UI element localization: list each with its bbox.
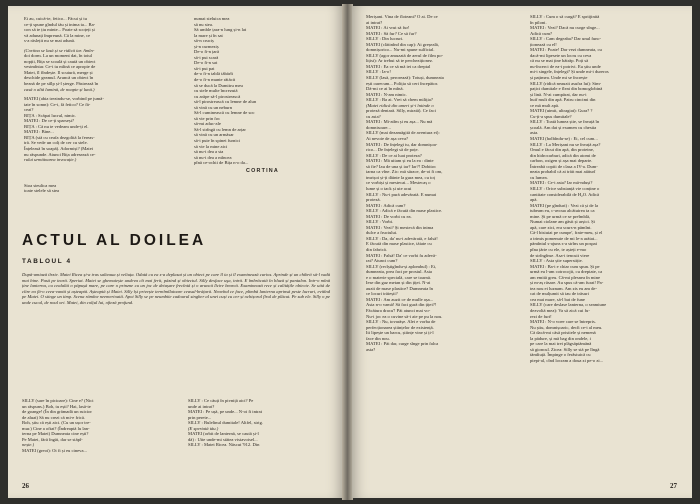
text-line: MATEI : Poate! Dar vezi dumneata, cu — [530, 47, 602, 53]
text-line: să nu-i dea a mîncea — [194, 154, 232, 160]
text-line: a trimis pomenuie de mi le-a arătat... — [530, 235, 598, 241]
text-line: SILLY : Ia-o! — [366, 69, 391, 75]
text-line: unde ai intrat? — [188, 403, 215, 409]
text-line: de strîngînse. Asa-i tencuit viere — [530, 252, 590, 258]
text-line: Nu știu, domnișoaric, decît ce-i al meu. — [530, 324, 603, 330]
text-line: BIȚA : Scăpai lucrul, nimic. — [24, 112, 77, 118]
text-line: rico... De înțelegi să de poțe. — [366, 147, 419, 153]
text-line: MATEI : De înțelegi tu, dar domnișoa- — [366, 141, 438, 147]
text-line: urmă eu l-am cotrocojit, cu dreptate, ca — [530, 269, 603, 275]
text-line: de aluat) Să nu crezi că mi-e frică. — [22, 414, 86, 420]
text-line: s-a răslețit nu se mai adună. — [24, 38, 76, 44]
text-line: un răspuns.) Boh, tu ești? Hai, lasă-te — [22, 403, 91, 409]
text-line: să nu stea. — [194, 21, 214, 27]
text-line: BIȚA : Că nu te vedeam unde-ți el. — [24, 123, 89, 129]
text-line: vestmîntar. Ce-i tu mîină ce apropie de — [24, 64, 96, 70]
text-line: Ai nevoie de așa ceva? — [366, 136, 409, 142]
text-line: rului următoarea invocație.) — [24, 157, 77, 163]
text-line: nopții, Bița se scoală și caută un obiect — [24, 58, 96, 64]
text-line: cantitate considerabilă de H₂O. Adică — [530, 191, 600, 197]
text-line: auzit de mase plastice? Dumneata în — [366, 285, 433, 291]
text-line: SILLY : De ce ai luat proteza? — [366, 152, 422, 158]
text-line: (Cortina se lasă și se ridică iar. Amîn- — [24, 47, 95, 53]
text-line: MATEI (abia trezindu-se, vorbind pe jumă- — [24, 96, 104, 102]
right-page — [352, 6, 692, 498]
text-line: pînă ce-ochii de Bița n-o da... — [194, 160, 249, 166]
text-line: apă, care zici, era scurs-n pămînt. — [530, 224, 592, 230]
text-line: con să te țiu minte... Poate să scoțeți și — [24, 27, 95, 33]
text-line: dacă-mi lipesete un locru cu ceva — [530, 52, 592, 58]
tableau-heading: TABLOUL 4 — [22, 258, 72, 265]
text-line: Numai ciolane am găsit și arșici. Și — [530, 219, 595, 225]
text-line: MATEI : Adică cum? — [366, 202, 406, 208]
text-line: să vină cu un neburn — [194, 104, 233, 110]
text-line: tmrișoi și-ți dăinte la gura mea, cu toț — [366, 174, 435, 180]
text-line: tea nou ei luznam. Am zis eu am de- — [530, 285, 597, 291]
text-line: cu arăpe să-l pirostrească — [194, 93, 241, 99]
text-line: să vie prin foc — [194, 115, 221, 121]
text-line: Făcătura dracu'! Păi atunci mai vo- — [366, 307, 431, 313]
text-line: tră. Se vede un colț de cer cu stele. — [24, 140, 88, 146]
right-column-1 — [366, 14, 516, 352]
text-line: să-i pui pat — [194, 65, 215, 71]
text-line: pămîntul s-ajuns s-a strîns un pospai — [530, 241, 597, 247]
text-line: MATEI : Falsă! Da' ce vorbi fu adevă- — [366, 252, 437, 258]
text-line: nește.) — [22, 442, 35, 448]
text-line: proteză. — [366, 197, 381, 203]
text-line: SILLY (mai dezamăgită de aventura ei): — [366, 130, 440, 136]
text-line: Iti lipește un barcu, științe vine și ți-l — [366, 330, 434, 336]
text-line: Nu-i joc ea o cuvine să-i aie pe pu la nou. — [366, 313, 443, 319]
text-line: MATEI : Vezi? Dacă nu curge sînge... — [530, 25, 600, 31]
text-line: dezvoltă mea): Va să zică cui fu- — [530, 307, 590, 313]
text-line: SILLY (lasă, perorează): Totuși, dumneata — [366, 75, 444, 81]
text-line: ceai? — [24, 107, 34, 113]
text-line: MATEI (orbit de lanternă, se caută și-l — [188, 431, 259, 437]
text-line: pîna țărie cu ele, te așteți e-mo — [530, 246, 587, 252]
text-line: că nu se mai ține bătrăp. Poți să — [530, 58, 589, 64]
page-number-right: 27 — [670, 482, 677, 490]
text-line: face din nou. — [366, 335, 390, 341]
text-line: iarna ca vîne. Zic: mă sărace, de-oi fi om, — [366, 169, 443, 175]
text-line: nu-încerci de ea-i potrivi. Eu știu unde — [530, 63, 601, 69]
text-line: asta. — [530, 130, 539, 136]
text-line: tubeam eu, c-avoua alcătuirea ta ca — [530, 208, 595, 214]
text-line: de-o fi-n tablă tăbărît — [194, 71, 233, 77]
text-line: Matei, îl fîndește. Il scutură, merge și — [24, 69, 93, 75]
text-line: MATEI (greoi): Oi fi și eu cineva... — [22, 447, 87, 453]
left-dialogue-column-2 — [188, 398, 336, 448]
text-line: MATEI : Mă uitam și eu la ea : dinte — [366, 158, 434, 164]
text-line: de-o fi-n munte rătăcit — [194, 77, 236, 83]
text-line: huif mult din apă. Patru cincimi din — [530, 97, 596, 103]
text-line: Pe Matei, fără îngăi, dar se stăpî- — [22, 436, 83, 442]
text-line: MATEI : Am auzit ce de mulîe așa... — [366, 296, 434, 302]
text-line: să se ducă la Dumitru meu — [194, 82, 243, 88]
text-line: la mare și în sat — [194, 32, 223, 38]
text-line: Înțeleasă în soapă). Adormiși? (Matei — [24, 146, 94, 152]
text-line: MATEI (clătinînd din cap): Ai greșeală, — [366, 41, 439, 47]
text-line: SILLY : Nu-i pură adevărată. E numai — [366, 191, 437, 197]
text-line: ce-ți spune gîndul tău și inima ta... Ba- — [24, 21, 96, 27]
text-line: terna pe Matei) Dumneata cine ești? — [22, 431, 89, 437]
text-line: Că-l bisiuiai pe cumpe', frate-meu, și el — [530, 230, 603, 236]
text-line: am emită greu. Că-mi plesnea în mine — [530, 274, 601, 280]
text-line: să fie? Iau de una și iar? Iar?! Dobitoc — [366, 163, 437, 169]
text-line: MATEI : Mi-atîm și eu așa... Nu mă — [366, 119, 433, 125]
text-line: mur.) Cine a oftat? (Îndreaptă lu lan- — [22, 425, 90, 431]
left-column-2 — [194, 16, 334, 166]
text-line: piept-al, cînd locram a doua zi pe-o zi... — [530, 357, 604, 363]
text-line: SILLY : La Merișani nu se învață așa? — [530, 141, 601, 147]
text-line: SILLY : Asta știe superstiție. — [530, 258, 583, 264]
text-line: E făcută din mase plastice, tăiate cu — [366, 241, 432, 247]
text-line: casă o altă lumină, de noapte și lună.) — [24, 86, 95, 92]
text-line: SILLY : Ce căuți în pivniță aici? Pe — [188, 398, 254, 403]
text-line: Merișani. Vina de floteant? O ai. De ce — [366, 14, 438, 19]
text-line: Cu-ți-a spus dumitale? — [530, 113, 572, 119]
text-line: mi-i singele, înțelegi? Și unde mi-i dureros — [530, 69, 609, 75]
text-line: să gioncul. Zicea: Silly se stă pe lîngă — [530, 346, 600, 352]
text-line: ționează cu el! — [530, 41, 557, 47]
text-line: cea mai mare, să-l bat de fune — [530, 296, 585, 302]
text-line: dumneata, prea faci pe prostul. Asta — [366, 269, 432, 275]
text-line: SILLY : Da, da' nu-i adevărată, e falsă! — [366, 235, 438, 241]
text-line: Ei au, cuică-te, fetico... Făcui și tu — [24, 16, 87, 21]
text-line: lițist): Ar trebui să te percheziționez. — [366, 58, 434, 64]
text-line: MATEI : Ai vrut să fur! — [366, 25, 410, 31]
text-line: SILLY : Vorbi. — [366, 219, 394, 225]
text-line: SILLY : Orice substanță vie conține o — [530, 185, 600, 191]
text-line: perfecționarea științelor de existență. — [366, 324, 434, 330]
text-line: rezi de furt! — [530, 313, 552, 319]
left-page — [8, 6, 343, 498]
text-line: apă. — [530, 197, 538, 203]
text-line: SILLY : Adică e făcută din mase plastice. — [366, 208, 443, 214]
text-line: să vină cu un armăsar — [194, 132, 234, 138]
text-line: cu asta? — [366, 113, 381, 119]
text-line: MATEI : De ce-ți sparseși? — [24, 118, 75, 124]
text-line: de goange! (În din grămadă un ruicior — [22, 409, 92, 415]
curtain-label: CORTINA — [246, 168, 279, 174]
text-line: dă) : Uite unde-mi stătea vistavoisel... — [188, 436, 258, 442]
text-line: SILLY : Din lucruri. — [366, 36, 404, 42]
text-line: ești oarecum... Poliția să ceri începător. — [366, 80, 439, 86]
text-line: MATEI : Bine... — [24, 129, 54, 135]
text-line: beznă de pe stîlp și-l șterge. Păstrează în — [24, 81, 99, 87]
text-line: dulce a fructului. — [366, 230, 398, 236]
text-line: Dă-mi ce ai în mînă. — [366, 86, 404, 92]
text-line: De-o fi-n sat — [194, 60, 218, 66]
text-line: MATEI (holbîndu-se) : Ei, cel cum... — [530, 136, 598, 142]
text-line: e o materie specială, care se toarnă. — [366, 274, 432, 280]
left-column-1 — [24, 16, 160, 194]
text-line: să nu-i dea a sta — [194, 149, 224, 155]
text-line: MATEI : Pe ușă, pe unde... N-oi fi intrat — [188, 409, 262, 415]
text-line: și pațimea. Unde mi se încrește — [530, 75, 588, 81]
text-line: asta? — [366, 346, 376, 352]
text-line: prin perete... — [188, 414, 212, 420]
text-line: Să-l cuminească cu lemne de soc — [194, 110, 255, 116]
text-line: proteză dentară. Silly, mirată). Ce faci — [366, 108, 436, 114]
text-line: nu răspunde. Atunci Bița adresează ce- — [24, 151, 96, 157]
text-line: și m-aș răsare. Au spus că-am furat! Pa- — [530, 280, 604, 286]
text-line: SILLY (sare în picioare): Cine e? (Nici — [22, 398, 94, 403]
text-line: Omul e făcut din apă, din proteine, — [530, 147, 595, 153]
text-line: MATEI : Păi dar, curge sînge prin falca — [366, 341, 439, 347]
text-line: tate în somn): Ce-i, fă fetico? Ce fă- — [24, 101, 91, 107]
text-line: MATEI : Vezi? Și mestecă din inima — [366, 224, 434, 230]
text-line: cu stele multe încrezută — [194, 88, 238, 94]
text-line: să-i pui scară — [194, 54, 219, 60]
text-line: SILLY : Cam degeaba? Dar unul func- — [530, 36, 602, 42]
text-line: Să-l strîngă cu lemn de arțar — [194, 126, 246, 132]
text-line: SILLY (agor amuzată de aerul de film po- — [366, 52, 444, 58]
act-title: ACTUL AL DOILEA — [22, 232, 207, 249]
text-line: rat? Atunci cum? — [366, 258, 398, 264]
text-line: MATEI : N-o voee care se întrepris. — [530, 319, 596, 325]
text-line: Să umble țara-n lung și-n lat — [194, 27, 247, 33]
text-line: din fabrică. — [366, 246, 387, 252]
text-line: SILLY : Toată lumea știe, se învață în — [530, 119, 600, 125]
text-line: (Matei ridică din umeri și-i întinde o — [366, 102, 434, 108]
text-line: Adică cum? — [530, 30, 553, 36]
text-line: MATEI (uimit, ultragiat): Gura? ? — [530, 108, 593, 114]
text-line: Că dacă-mi căsă pristiele și nemenă — [530, 330, 596, 336]
left-dialogue-column-1 — [22, 398, 172, 453]
text-line: și lină. N-ai cumpărat, dar nu-i — [530, 91, 587, 97]
text-line: și-n curmeziș — [194, 43, 219, 49]
text-line: SILLY : Bulelinul dumitale! Altfel, strig. — [188, 420, 264, 426]
text-line: Asta n-o vamă! Să faci gură din țiței?! — [366, 302, 437, 308]
text-line: domnisoare... — [366, 124, 391, 130]
text-line: De-o fi-n țară — [194, 49, 219, 55]
text-line: MATEI : N-am nimic. — [366, 91, 407, 97]
text-line: pe care la mai trei plăgsăptămănă — [530, 341, 592, 347]
text-line: ce locuri trăiești? — [366, 291, 398, 297]
stage-direction: După-amiază tîrzie. Matei Ricea și-a tras salteaua și veliuța. Odată cu ea s-a deplasat și un obiect pe care îl ia și îl examinează curios. Aprinde și un chibrit să-l vadă mai bine. Pasă pe teară. Speriat. Matei se ghemuiește undeva cît mai ferit, păzind și obiectul. Silly desface uşa, intră. E îmbrăcată în bluză și pantalon. Intr-o mînă ține lanterna, cu cealaltă o păpușă mare, pe care o prinzne cu un joc de detașare frecîntă și o aruncă lîcire bearcă. Examinează rece și calitățile obiecte. Se uită de cître ea fă-o ceea-vantă și așteaptă. Așteaptă și Matei. Silly își privește termîmîlatoare ceasul-brățară. Neavînd ce face, plimbă lanterna aprinsă peste lucruri, evitînd pe Matei. O stinge un timp. Scena rămîne neemerioatâ. Apoi Silly se pe neumbite cadourul singher al unei cuși cu cer și ochișorul fîrul de plăcut. Pe sub ele. Silly o pe unde cucul, de noul ori. Matei, din colțul lui, ofteză profund. — [22, 272, 330, 305]
text-line: SILLY (recîștigîndu-și aplombul) : Ei, — [366, 263, 437, 269]
text-line: să-mi aduc-ale — [194, 121, 221, 127]
text-line: să vie la mine aici — [194, 143, 228, 149]
text-line: lume și o tack și ute acui — [366, 185, 412, 191]
right-column-2 — [530, 14, 686, 363]
text-line: numai steluica mea — [194, 16, 230, 21]
text-line: să-i puie în spinei furnici — [194, 138, 240, 144]
text-line: BIȚA (stă cu ceafa dezgolită la fereas- — [24, 134, 95, 140]
text-line: (E speriată tău.) — [188, 425, 219, 431]
text-line: în piloni. — [530, 19, 547, 25]
text-line: MATEI : Ce-i asta? Iar mă-nduși? — [530, 180, 593, 186]
text-line: să-l pirostrească cu lemne de alun — [194, 99, 257, 105]
text-line: la pădure, și mă bag din ondele, i — [530, 335, 591, 341]
text-line: neata probabil că ai trăit mai aiăturî — [530, 169, 596, 175]
text-line: MATEI : Să fur? Ce să fur? — [366, 30, 417, 36]
text-line: SILLY : Ba ai. Vrei să chem miliția? — [366, 97, 433, 103]
text-line: ce mă mult apă. — [530, 102, 560, 108]
text-line: cu lumea. — [530, 174, 548, 180]
text-line: deschide geamul. Aruncă un obiect în — [24, 75, 94, 81]
text-line: cat de mulțumit să iau de trăsuri — [530, 291, 589, 297]
text-line: MATEI (pe gînduri) : Vezi că și de la — [530, 202, 599, 208]
text-line: ce vorbiși și mestecai... Mestecaș o — [366, 180, 431, 186]
text-line: SILLY : Nu, tovarășe. Alei e vorba de — [366, 319, 436, 325]
text-line: carbon, oxigen și așa mai departe. — [530, 158, 593, 164]
text-line: domnișorico... Nu-mi spune sulficial. — [366, 47, 435, 53]
text-line: să-n cruciș — [194, 38, 214, 44]
text-line: toate stelele să stea — [24, 188, 60, 194]
text-line: SILLY : Matei Ricea. Născut '912. Din — [188, 442, 260, 448]
text-line: din hidrocarburi, adică din atomi de — [530, 152, 596, 158]
text-line: mine. Și pe urmă ce se preîmblă, — [530, 213, 591, 219]
text-line: Iese din gaz metan și din țiței. N-ai — [366, 280, 431, 286]
text-line: Întreabă copiii de clasa a IV-a. Dum- — [530, 163, 598, 169]
text-line: școală. Am dat și examen cu chestia — [530, 124, 597, 130]
text-line: ai intrat? — [366, 19, 383, 25]
page-number-left: 26 — [22, 482, 29, 490]
text-line: MATEI : Ea ce să mă iei ca dreptal — [366, 63, 431, 69]
text-line: doi dorm. La un moment dat, în toiul — [24, 53, 93, 59]
text-line: MATEI : Ba-i e chiar cum spun. Și pe — [530, 263, 600, 269]
text-line: SILLY : Cum o să curgă? E spriijinită — [530, 14, 600, 19]
text-line: Stoa steulica mea — [24, 182, 57, 188]
text-line: tămîiuță. Împinge o ferâstuică cu — [530, 352, 591, 358]
text-line: Boh, știu că ești aici. (Cu un ușor tre- — [22, 420, 91, 426]
text-line: SILLY (care deslase lanterna, o seamiune — [530, 302, 607, 308]
text-line: SILLY (ridică neauzit asufra lui): Sim- — [530, 80, 602, 86]
text-line: pațici dumitale e fleat din bomoglobină — [530, 86, 603, 92]
text-line: MATEI : De vorbi cu ea. — [366, 213, 412, 219]
text-line: vă adunați împreună. Că la mine, ce — [24, 32, 91, 38]
